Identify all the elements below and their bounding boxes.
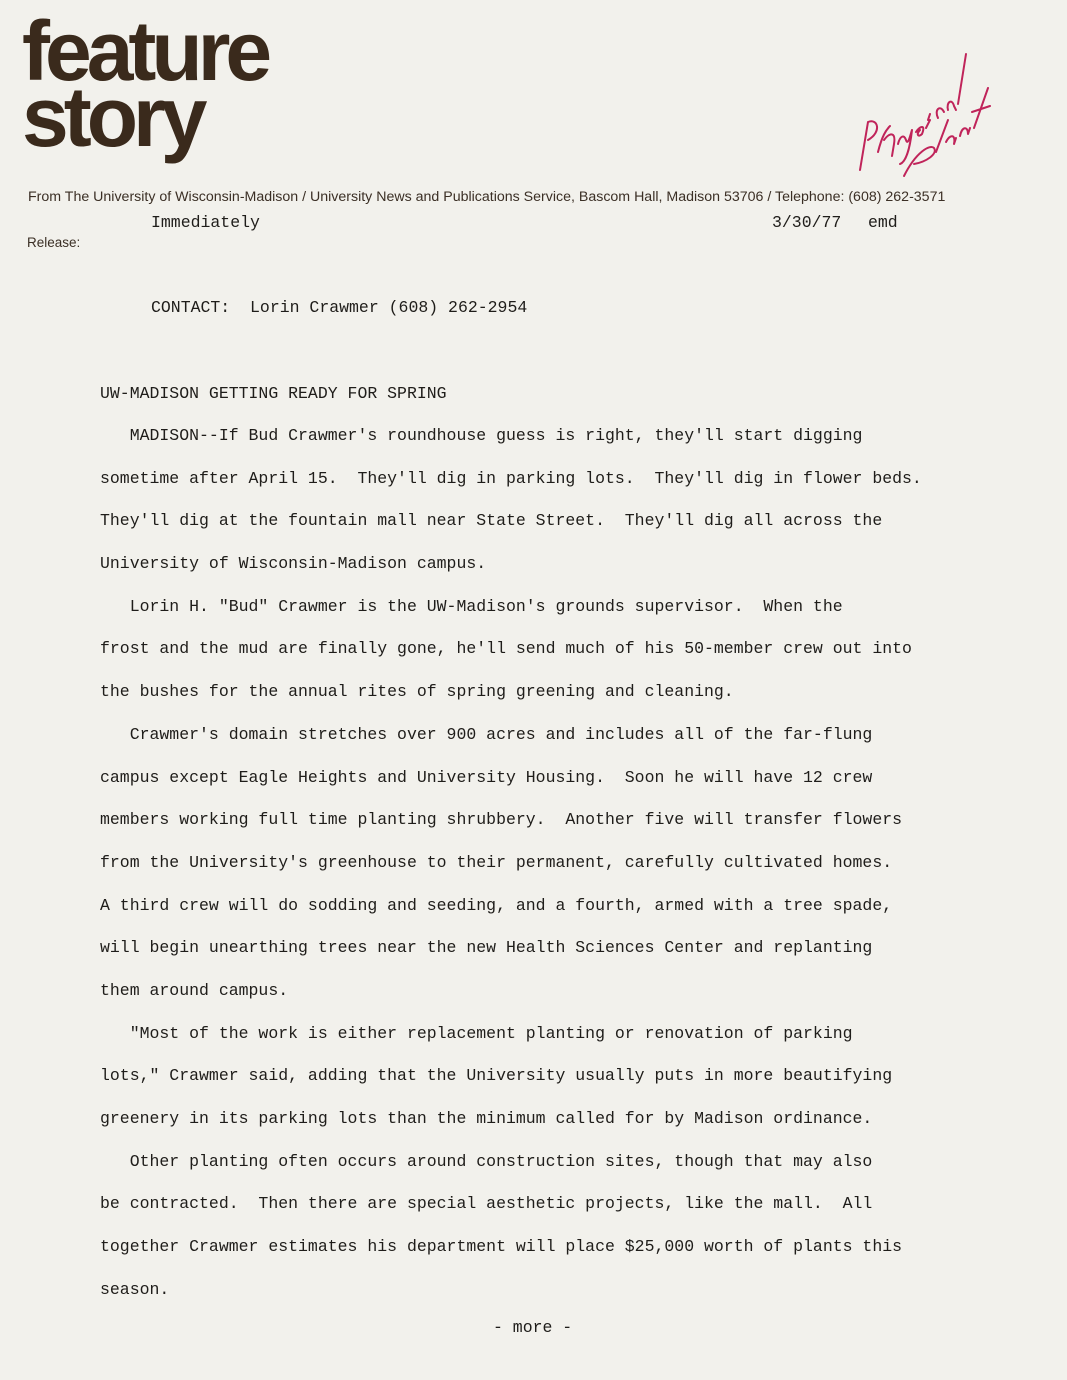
masthead-line-2: story bbox=[22, 70, 203, 164]
body-line: lots," Crawmer said, adding that the University usually puts in more beautifying bbox=[100, 1066, 893, 1086]
release-value: Immediately bbox=[151, 213, 260, 232]
body-line: Lorin H. "Bud" Crawmer is the UW-Madison's grounds supervisor. When the bbox=[100, 596, 843, 616]
body-line: the bushes for the annual rites of spring greening and cleaning. bbox=[100, 682, 734, 702]
body-line: A third crew will do sodding and seeding, and a fourth, armed with a tree spade, bbox=[100, 895, 893, 915]
body-line: MADISON--If Bud Crawmer's roundhouse guess is right, they'll start digging bbox=[100, 426, 863, 445]
body-line: them around campus. bbox=[100, 980, 289, 1000]
handwritten-annotation bbox=[838, 40, 998, 190]
body-line: Other planting often occurs around construction sites, though that may also bbox=[100, 1151, 873, 1171]
body-line: campus except Eagle Heights and University Housing. Soon he will have 12 crew bbox=[100, 767, 873, 787]
body-line: season. bbox=[100, 1279, 170, 1299]
continuation-marker: - more - bbox=[493, 1318, 573, 1337]
body-line: Crawmer's domain stretches over 900 acres and includes all of the far-flung bbox=[100, 724, 873, 744]
release-date: 3/30/77 bbox=[772, 213, 842, 232]
release-label: Release: bbox=[27, 235, 81, 250]
body-line: will begin unearthing trees near the new Health Sciences Center and replanting bbox=[100, 938, 873, 958]
masthead-line-1: feature bbox=[22, 4, 268, 98]
story-body bbox=[100, 424, 1000, 1320]
body-line: They'll dig at the fountain mall near State Street. They'll dig all across the bbox=[100, 511, 883, 531]
body-line: members working full time planting shrubbery. Another five will transfer flowers bbox=[100, 810, 903, 830]
body-line: University of Wisconsin-Madison campus. bbox=[100, 554, 487, 574]
body-line: frost and the mud are finally gone, he'll send much of his 50-member crew out into bbox=[100, 639, 912, 659]
masthead-logo bbox=[22, 4, 268, 164]
source-line: From The University of Wisconsin-Madison / University News and Publications Service, Bascom Hall, Madison 53706 / Telephone: (608) 262-3571 bbox=[28, 189, 946, 205]
story-headline: UW-MADISON GETTING READY FOR SPRING bbox=[100, 384, 447, 403]
typist-initials: emd bbox=[868, 213, 898, 232]
body-line: sometime after April 15. They'll dig in parking lots. They'll dig in flower beds. bbox=[100, 468, 922, 488]
contact-line: CONTACT: Lorin Crawmer (608) 262-2954 bbox=[151, 298, 528, 317]
body-line: greenery in its parking lots than the minimum called for by Madison ordinance. bbox=[100, 1109, 873, 1128]
body-line: "Most of the work is either replacement planting or renovation of parking bbox=[100, 1023, 853, 1043]
body-line: from the University's greenhouse to their permanent, carefully cultivated homes. bbox=[100, 852, 893, 872]
body-line: together Crawmer estimates his department will place $25,000 worth of plants this bbox=[100, 1237, 903, 1257]
body-line: be contracted. Then there are special aesthetic projects, like the mall. All bbox=[100, 1194, 873, 1214]
